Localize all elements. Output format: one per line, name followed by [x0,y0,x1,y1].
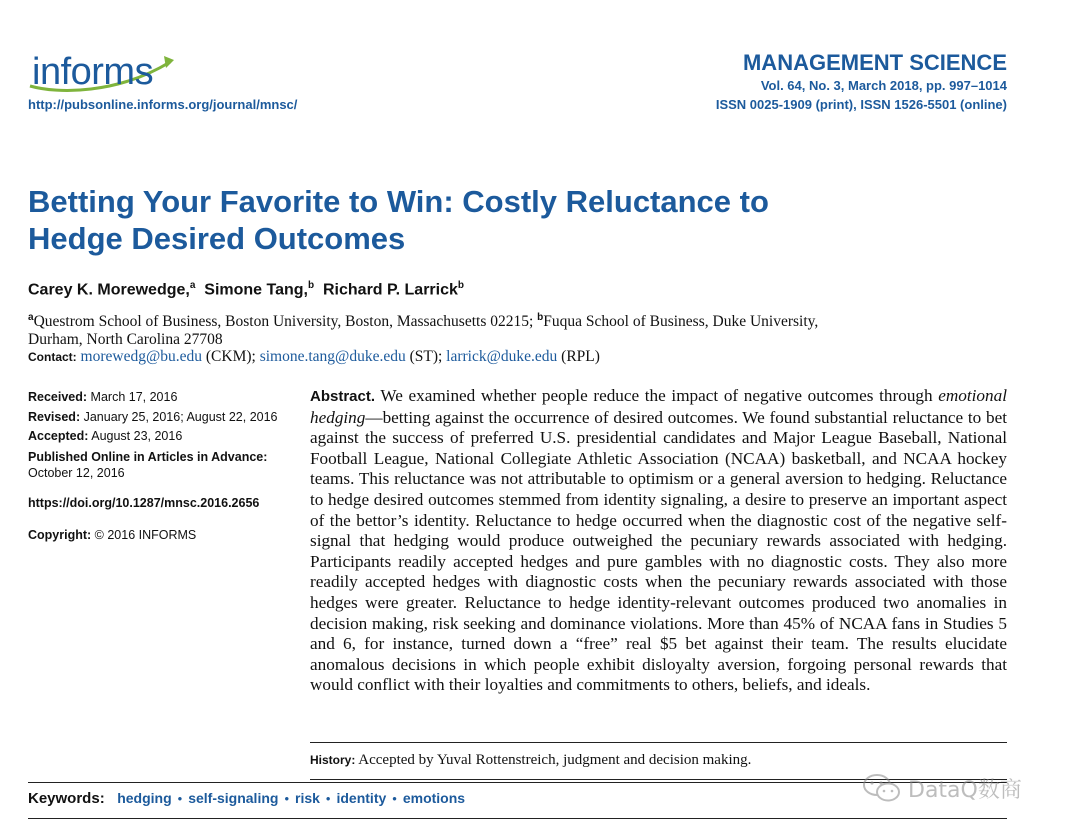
contact-line [28,348,600,366]
author-affil-mark: b [308,280,315,291]
abstract-label: Abstract. [310,388,376,405]
keywords-label: Keywords: [28,790,105,807]
received-date: March 17, 2016 [90,390,178,404]
received-row [28,388,288,408]
keywords-line [28,790,465,807]
volume-line: Vol. 64, No. 3, March 2018, pp. 997–1014 [760,78,1007,93]
author-name: Carey K. Morewedge, [28,281,190,299]
divider [28,818,1007,819]
abstract-text-start: We examined whether people reduce the impact of negative outcomes through [380,386,933,405]
author-affil-mark: a [189,280,196,291]
journal-url-link[interactable]: http://pubsonline.informs.org/journal/mnsc/ [28,97,298,112]
informs-logo[interactable] [28,50,178,94]
published-row [28,449,288,481]
author-name: Simone Tang, [204,281,308,299]
author-list [28,280,464,299]
contact-initials-2: (ST); [409,348,443,365]
affil-b-text: Fuqua School of Business, Duke University, [543,313,819,331]
contact-label: Contact: [28,350,77,364]
bullet-icon: • [392,791,397,806]
history-line [310,752,751,769]
abstract [310,386,1007,696]
title-line-1: Betting Your Favorite to Win: Costly Reluctance to [28,184,769,219]
affil-mark-a: a [28,312,34,323]
accepted-row [28,427,288,447]
affil-a-text: Questrom School of Business, Boston University, Boston, Massachusetts 02215; [33,313,534,331]
affiliations [28,309,928,349]
issn-line: ISSN 0025-1909 (print), ISSN 1526-5501 (online) [715,97,1007,112]
accepted-date: August 23, 2016 [91,429,183,443]
divider [310,742,1007,743]
keyword-link[interactable]: risk [295,790,320,806]
author-affil-mark: b [457,280,464,291]
logo-wordmark: informs [32,51,154,93]
divider [28,782,1007,783]
journal-name: MANAGEMENT SCIENCE [742,50,1007,75]
contact-initials-1: (CKM); [205,348,256,365]
abstract-italic-term: emotional hedging [310,386,1007,427]
abstract-text-body: —betting against the occurrence of desired outcomes. We found substantial reluctance to bet against the success of preferred U.S. presidential candidates and Major League Baseball, National Football League, National Collegiate Athletic Association (NCAA) basketball, and NCAA hockey teams. This reluctance was not attributable to optimism or a general aversion to hedging. Reluctance to hedge desired outcomes stemmed from identity signaling, a desire to preserve an important aspect of the bettor’s identity. Reluctance to hedge occurred when the diagnostic cost of the negative self-signal that hedging would produce outweighed the pecuniary rewards associated with hedging. Participants readily accepted hedges and pure gambles with no diagnostic costs. They also more readily accepted hedges with diagnostic costs when the pecuniary rewards associated with those hedges were greater. Reluctance to hedge identity-relevant outcomes produced two anomalies in decision making, risk seeking and dominance violations. More than 45% of NCAA fans in Studies 5 and 6, for instance, turned down a “free” real $5 bet against their team. The results elucidate anomalous decisions in which people exhibit disloyalty aversion, forgoing personal rewards that would conflict with their loyalties and commitments to others, beliefs, and ideals. [310,407,1007,695]
copyright-label: Copyright: [28,528,92,542]
keyword-link[interactable]: hedging [117,790,172,806]
article-title [28,183,928,257]
affil-mark-b: b [537,312,544,323]
affil-b-text-cont: Durham, North Carolina 27708 [28,331,223,349]
history-text: Accepted by Yuval Rottenstreich, judgment and decision making. [358,752,752,768]
keyword-link[interactable]: self-signaling [188,790,279,806]
watermark-text: DataQ数商 [908,777,1022,803]
bullet-icon: • [177,791,183,806]
revised-row [28,408,288,428]
bullet-icon: • [325,791,331,806]
email-link-2[interactable]: simone.tang@duke.edu [259,348,406,365]
received-label: Received: [28,390,88,404]
bullet-icon: • [284,791,289,806]
watermark [862,768,1022,808]
email-link-1[interactable]: morewedg@bu.edu [80,348,202,365]
wechat-icon [862,772,902,804]
article-metadata [28,388,288,546]
copyright-text: © 2016 INFORMS [94,528,197,542]
title-line-2: Hedge Desired Outcomes [28,221,406,256]
revised-date: January 25, 2016; August 22, 2016 [83,409,278,424]
keyword-link[interactable]: identity [336,790,387,806]
email-link-3[interactable]: larrick@duke.edu [446,348,558,365]
published-label: Published Online in Articles in Advance: [28,449,268,464]
revised-label: Revised: [28,409,81,424]
keyword-link[interactable]: emotions [402,790,466,806]
copyright-row [28,526,288,546]
contact-initials-3: (RPL) [561,348,600,365]
doi-link[interactable]: https://doi.org/10.1287/mnsc.2016.2656 [28,495,260,510]
published-date: October 12, 2016 [28,465,125,480]
author-name: Richard P. Larrick [323,281,458,299]
history-label: History: [310,753,356,767]
accepted-label: Accepted: [28,429,89,443]
